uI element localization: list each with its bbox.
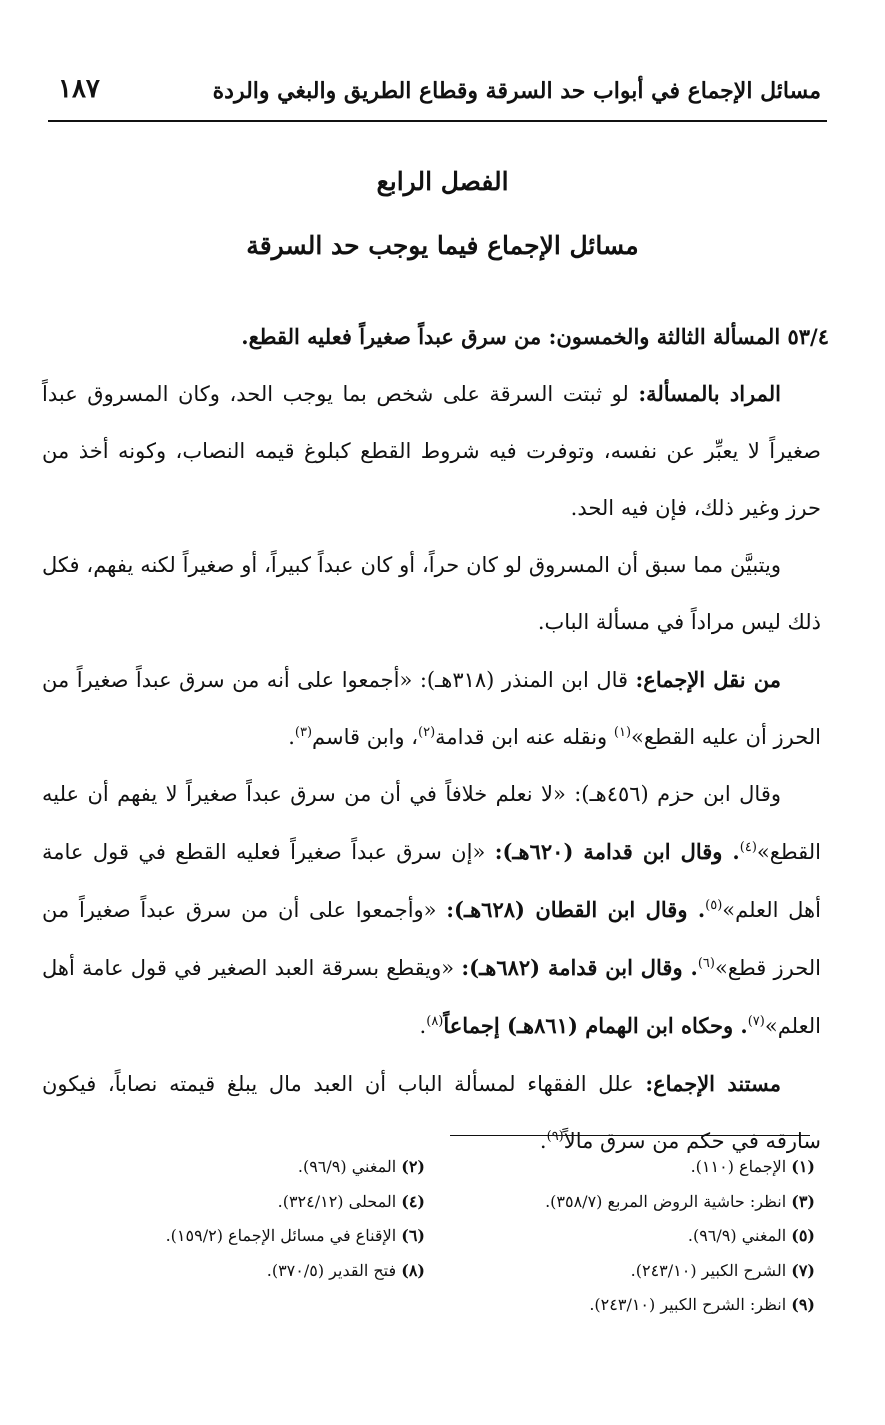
footnote-number: (٨) [401,1260,425,1280]
footnote [25,1219,425,1254]
footnote-text: انظر: حاشية الروض المربع (٣٥٨/٧). [545,1191,787,1211]
ibn-alhumam-mention: . وحكاه ابن الهمام (٨٦١هـ) إجماعاً [443,1013,748,1038]
footnote-number: (١) [791,1157,815,1176]
transmitters-label: من نقل الإجماع: [635,667,781,692]
footnote [25,1254,425,1289]
footnote-ref[interactable]: (٧) [747,1014,765,1029]
paragraph-clarification [42,537,821,651]
footnote-number: (٢) [401,1157,425,1176]
footnote [25,1185,425,1220]
footnote [435,1185,815,1220]
footnote-number: (٣) [791,1191,815,1211]
footnote-ref[interactable]: (٣) [294,725,313,740]
footnote-ref[interactable]: (٦) [697,956,715,971]
footnote-rule [450,1135,810,1136]
footnote-number: (٥) [791,1226,815,1245]
chapter-title: الفصل الرابع [376,167,509,196]
chapter-subtitle: مسائل الإجماع فيما يوجب حد السرقة [246,231,639,260]
running-head: مسائل الإجماع في أبواب حد السرقة وقطاع الطريق والبغي والردة [212,78,821,104]
footnote [435,1150,815,1185]
footnote-number: (٤) [401,1191,425,1211]
footnote-ref[interactable]: (٤) [739,840,757,855]
footnote-ref[interactable]: (٥) [705,898,723,913]
footnote-ref[interactable]: (٢) [418,725,436,740]
footnote-text: المحلى (٣٢٤/١٢). [277,1191,397,1211]
basis-label: مستند الإجماع: [645,1071,781,1096]
footnote-text: فتح القدير (٣٧٠/٥). [266,1260,397,1280]
footnote-number: (٦) [401,1226,425,1245]
footnote-ref[interactable]: (١) [613,725,632,740]
footnotes-left-column [25,1150,425,1288]
meaning-text: لو ثبتت السرقة على شخص بما يوجب الحد، وكان المسروق عبداً صغيراً لا يعبِّر عن نفسه، وتوفرت فيه شروط القطع كبلوغ قيمه النصاب، وكونه أخذ من حرز وغير ذلك، فإن فيه الحد. [42,382,821,520]
footnote-text: الشرح الكبير (٢٤٣/١٠). [630,1260,787,1280]
ibn-qasim-mention: ، وابن قاسم [312,725,418,749]
meaning-label: المراد بالمسألة: [638,381,781,406]
footnote [435,1254,815,1289]
ibn-qudamah-intro: . وقال ابن قدامة (٦٢٠هـ): [494,839,740,864]
footnote-text: الإقناع في مسائل الإجماع (١٥٩/٢). [165,1226,397,1245]
footnote-ref[interactable]: (٨) [426,1014,444,1029]
page-number: ١٨٧ [58,74,100,104]
paragraph-consensus-transmitters: من نقل الإجماع: قال ابن المنذر (٣١٨هـ): «أجمعوا على أنه من سرق عبداً صغيراً من الحرز أن عليه القطع»$^{(١)}$ ونقله عنه ابن قدامة$^{(٢)}$، وابن قاسم$^{(٣)}$. [42,667,821,749]
clarification-text: ويتبيَّن مما سبق أن المسروق لو كان حراً، أو كان عبداً كبيراً، أو صغيراً لكنه يفهم، فكل ذلك ليس مراداً في مسألة الباب. [42,553,821,634]
footnote-ref[interactable]: (٩) [546,1129,564,1144]
header-rule [48,120,827,122]
ibn-alqattan-intro: . وقال ابن القطان (٦٢٨هـ): [446,897,706,922]
page-header [48,72,821,118]
main-text [42,308,829,1170]
ibn-hazm-quote: «لا نعلم خلافاً في أن من سرق عبداً صغيراً لا يفهم أن عليه القطع» [42,782,821,864]
footnote-text: المغني (٩٦/٩). [297,1157,397,1176]
footnote-number: (٧) [791,1260,815,1280]
footnote-text: المغني (٩٦/٩). [687,1226,787,1245]
footnote-text: الإجماع (١١٠). [690,1157,787,1176]
basis-text: علل الفقهاء لمسألة الباب أن العبد مال يبلغ قيمته نصاباً، فيكون سارقه في حكم من سرق مالاً [42,1072,821,1153]
paragraph-meaning [42,365,821,537]
ibn-almundhir-quote: «أجمعوا على أنه من سرق عبداً صغيراً من الحرز أن عليه القطع» [42,668,821,749]
ibn-qudamah-2-intro: . وقال ابن قدامة (٦٨٢هـ): [461,955,698,980]
ibn-qudamah-quote: «إن سرق عبداً صغيراً فعليه القطع في قول عامة أهل العلم» [42,840,821,922]
ibn-qudamah-2-quote: «ويقطع بسرقة العبد الصغير في قول عامة أهل العلم» [42,956,821,1038]
ibn-almundhir-intro: قال ابن المنذر (٣١٨هـ): [419,668,629,692]
footnote-text: انظر: الشرح الكبير (٢٤٣/١٠). [589,1295,787,1314]
paragraph-other-quotes: وقال ابن حزم (٤٥٦هـ): «لا نعلم خلافاً في أن من سرق عبداً صغيراً لا يفهم أن عليه القطع»$^{(٤)}$. وقال ابن قدامة (٦٢٠هـ): «إن سرق عبداً صغيراً فعليه القطع في قول عامة أهل العلم»$^{(٥)}$. وقال ابن القطان (٦٢٨هـ): «وأجمعوا على أن من سرق عبداً صغيراً من الحرز قطع»$^{(٦)}$. وقال ابن قدامة (٦٨٢هـ): «ويقطع بسرقة العبد الصغير في قول عامة أهل العلم»$^{(٧)}$. وحكاه ابن الهمام (٨٦١هـ) إجماعاً$^{(٨)}$. [42,782,821,1038]
footnote-number: (٩) [791,1295,815,1314]
footnotes-right-column [435,1150,815,1323]
issue-heading: ٥٣/٤ المسألة الثالثة والخمسون: من سرق عبداً صغيراً فعليه القطع. [241,324,829,349]
chapter-heading [0,162,885,266]
ibn-alqattan-quote: «وأجمعوا على أن من سرق عبداً صغيراً من الحرز قطع» [42,898,821,980]
footnote [435,1219,815,1254]
paragraph-basis: مستند الإجماع: علل الفقهاء لمسألة الباب أن العبد مال يبلغ قيمته نصاباً، فيكون سارقه في حكم من سرق مالاً$^{(٩)}$. [42,1071,821,1153]
ibn-hazm-intro: وقال ابن حزم (٤٥٦هـ): [574,782,781,806]
footnote [25,1150,425,1185]
footnote [435,1288,815,1323]
ibn-qudamah-mention: ونقله عنه ابن قدامة [435,725,608,749]
